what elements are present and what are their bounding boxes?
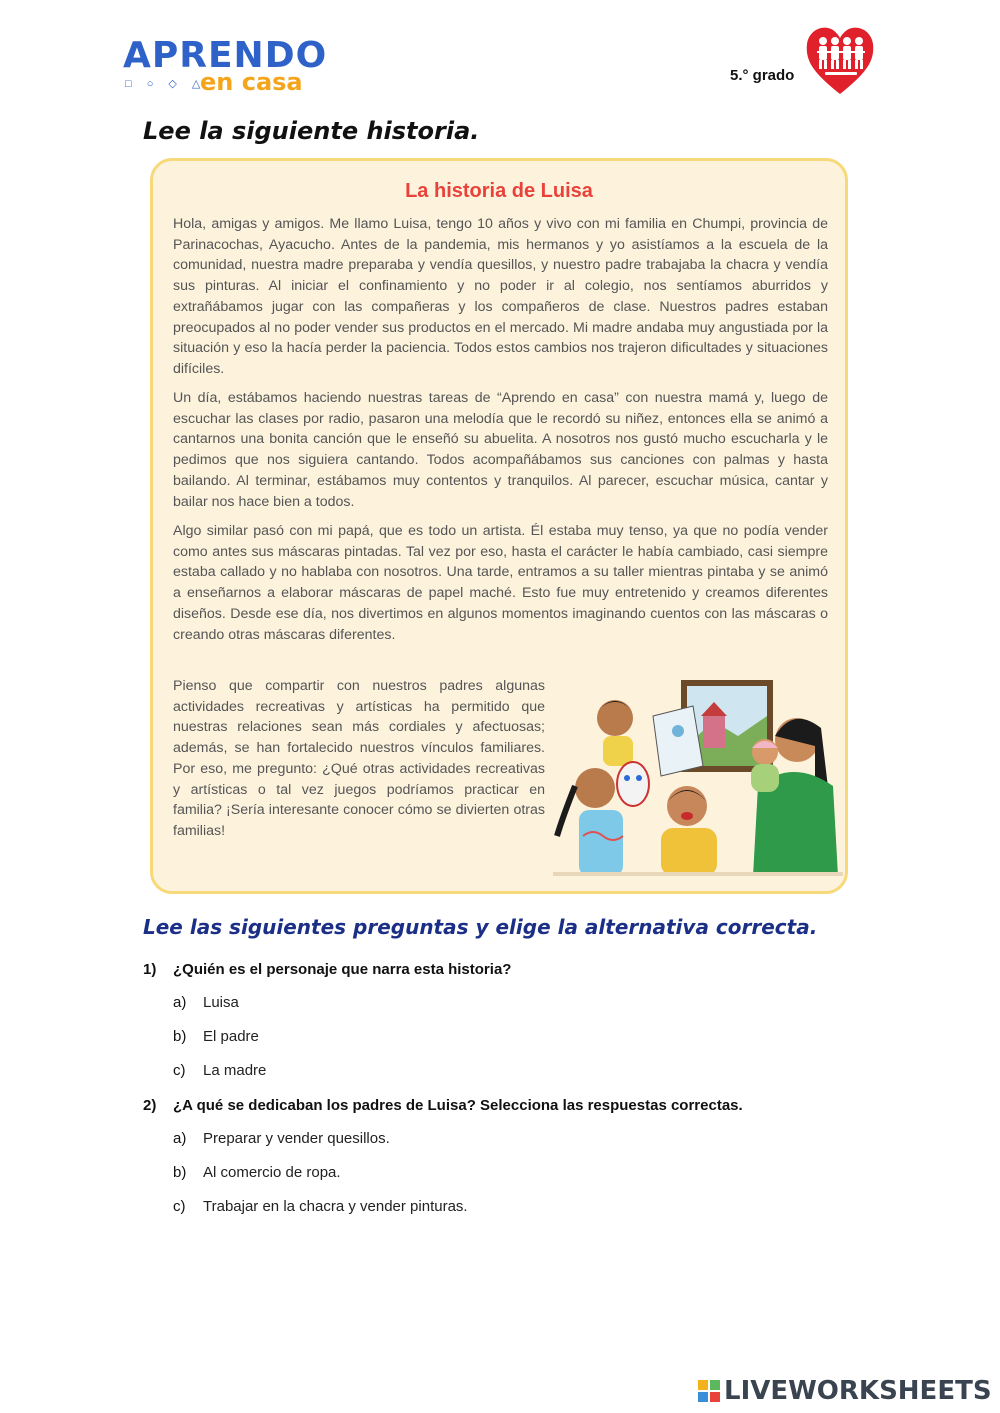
question-number: 2)	[143, 1097, 157, 1114]
heart-children-icon	[805, 24, 875, 96]
option-letter: b)	[173, 1164, 187, 1181]
option-letter: a)	[173, 994, 187, 1011]
question-text: ¿A qué se dedicaban los padres de Luisa? Selecciona las respuestas correctas.	[173, 1097, 743, 1114]
question-number: 1)	[143, 961, 157, 978]
option-quesillos[interactable]: Preparar y vender quesillos.	[203, 1130, 390, 1147]
option-luisa[interactable]: Luisa	[203, 994, 239, 1011]
read-heading: Lee la siguiente historia.	[143, 117, 480, 145]
option-letter: c)	[173, 1062, 186, 1079]
liveworksheets-logo-icon	[698, 1380, 720, 1402]
logo-subtitle: en casa	[200, 68, 303, 96]
option-letter: b)	[173, 1028, 187, 1045]
story-paragraph-2: Un día, estábamos haciendo nuestras tareas de “Aprendo en casa” con nuestra mamá y, luego de escuchar las clases por radio, pasaron una melodía que le recordó su niñez, entonces ella se animó a cantarnos una bonita canción que le enseñó su abuelita. A nosotros nos gustó mucho escucharla y le pedimos que nos siguiera cantando. Todos acompañábamos sus canciones con palmas y hasta bailando. Al terminar, estábamos muy contentos y tranquilos. Al parecer, escuchar música, cantar y bailar nos hace bien a todos.	[173, 390, 828, 510]
liveworksheets-brand: LIVEWORKSHEETS	[724, 1376, 992, 1406]
logo-shapes: □ ○ ◇ △	[125, 78, 207, 90]
story-paragraph-1: Hola, amigas y amigos. Me llamo Luisa, tengo 10 años y vivo con mi familia en Chumpi, provincia de Parinacochas, Ayacucho. Antes de la pandemia, mis hermanos y yo asistíamos a la escuela de la comunidad, nuestra madre preparaba y vendía quesillos, y nuestro padre trabajaba la chacra y vendía sus pinturas. Al iniciar el confinamiento y no poder ir al colegio, nos sentíamos aburridos y extrañábamos jugar con las compañeras y los compañeros de clase. Nuestros padres estaban preocupados al no poder vender sus productos en el mercado. Mi madre andaba muy angustiada por la situación y eso la hacía perder la paciencia. Todos estos cambios nos trajeron dificultades y situaciones difíciles.	[173, 216, 828, 377]
question-text: ¿Quién es el personaje que narra esta historia?	[173, 961, 512, 978]
option-la-madre[interactable]: La madre	[203, 1062, 267, 1079]
logo-title: APRENDO	[123, 35, 328, 76]
story-paragraph-3: Algo similar pasó con mi papá, que es todo un artista. Él estaba muy tenso, ya que no podía vender como antes sus máscaras pintadas. Tal vez por eso, hasta el carácter le había cambiado, casi siempre estaba callado y no hablaba con nosotros. Una tarde, entramos a su taller mientras pintaba y se animó a enseñarnos a elaborar máscaras de papel maché. Esto fue muy entretenido y creamos diferentes diseños. Desde ese día, nos divertimos en algunos momentos imaginando cuentos con las máscaras o creando otras máscaras diferentes.	[173, 523, 828, 643]
option-chacra-pinturas[interactable]: Trabajar en la chacra y vender pinturas.	[203, 1198, 468, 1215]
grade-label: 5.° grado	[730, 67, 795, 84]
story-paragraph-4: Pienso que compartir con nuestros padres algunas actividades recreativas y artísticas ha permitido que nuestras relaciones sean más cordiales y afectuosas; además, se han fortalecido nuestros vínculos familiares. Por eso, me pregunto: ¿Qué otras actividades recreativas y artísticas o tal vez juegos podríamos practicar en familia? ¡Sería interesante conocer cómo se divierten otras familias!	[173, 678, 545, 839]
family-illustration	[553, 676, 843, 876]
option-letter: a)	[173, 1130, 187, 1147]
questions-heading: Lee las siguientes preguntas y elige la alternativa correcta.	[143, 915, 818, 939]
option-comercio-ropa[interactable]: Al comercio de ropa.	[203, 1164, 341, 1181]
option-letter: c)	[173, 1198, 186, 1215]
option-el-padre[interactable]: El padre	[203, 1028, 259, 1045]
story-title: La historia de Luisa	[405, 180, 593, 202]
